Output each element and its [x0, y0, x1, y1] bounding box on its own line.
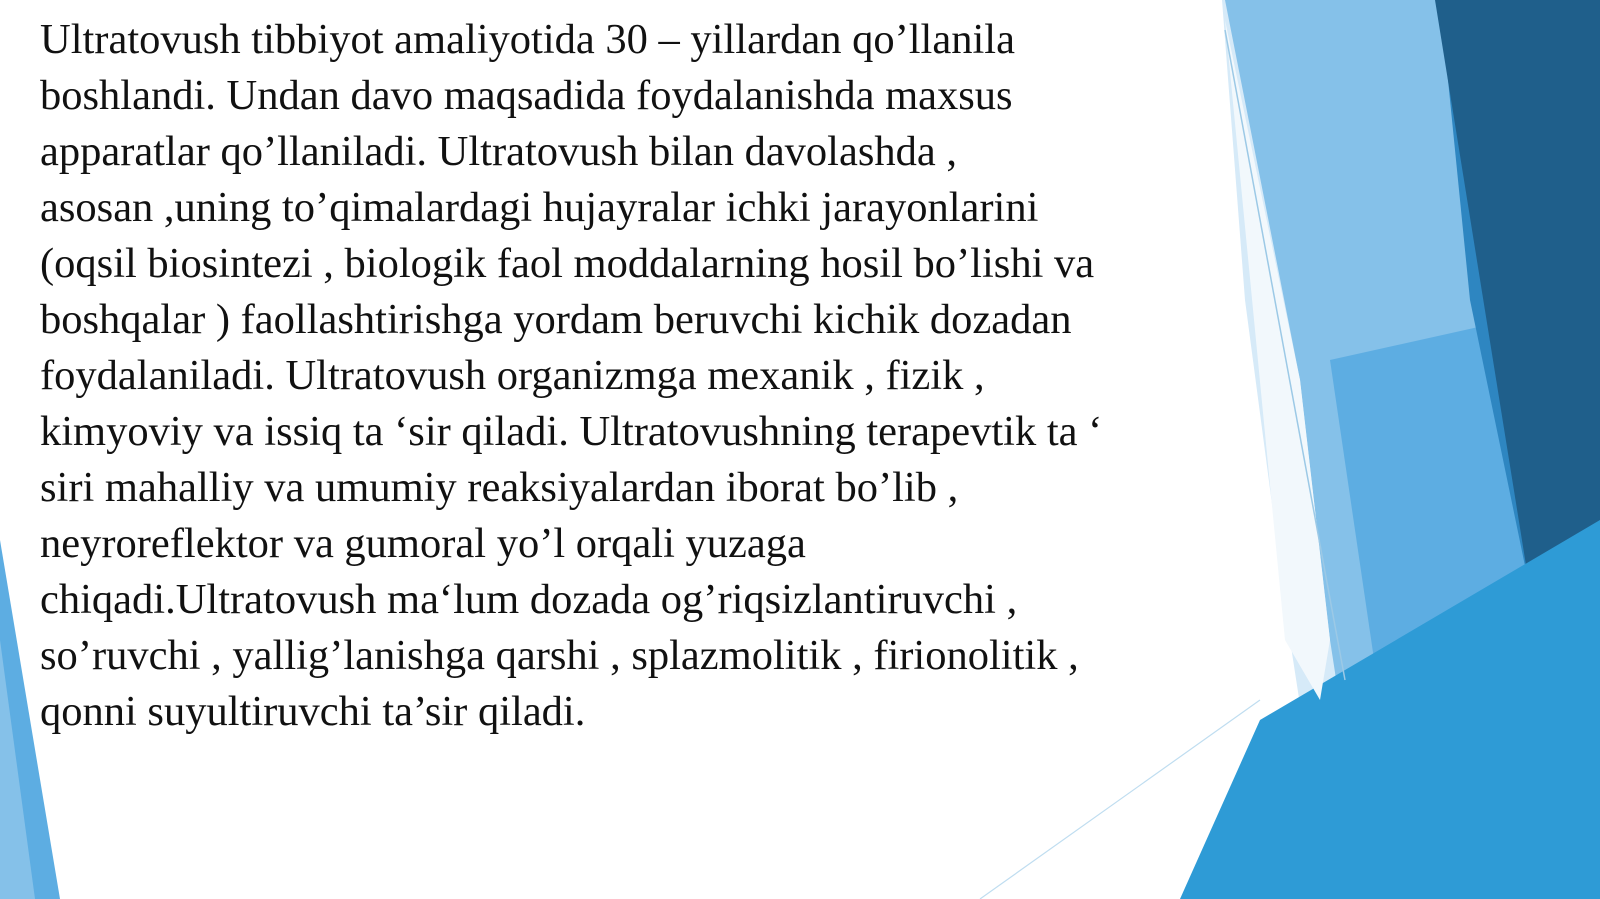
body-line: apparatlar qo’llaniladi. Ultratovush bilan davolashda , — [40, 128, 958, 175]
body-paragraph — [40, 12, 1220, 740]
body-line: chiqadi.Ultratovush ma‘lum dozada og’riqsizlantiruvchi , — [40, 576, 1018, 623]
body-line: boshqalar ) faollashtirishga yordam beruvchi kichik dozadan — [40, 296, 1072, 343]
body-line: foydalaniladi. Ultratovush organizmga mexanik , fizik , — [40, 352, 985, 399]
body-line: so’ruvchi , yallig’lanishga qarshi , splazmolitik , firionolitik , — [40, 632, 1079, 679]
body-line: siri mahalliy va umumiy reaksiyalardan iborat bo’lib , — [40, 464, 959, 511]
body-line: Ultratovush tibbiyot amaliyotida 30 – yillardan qo’llanila — [40, 16, 1015, 63]
body-line: boshlandi. Undan davo maqsadida foydalanishda maxsus — [40, 72, 1013, 119]
body-line: qonni suyultiruvchi ta’sir qiladi. — [40, 688, 586, 735]
body-line: (oqsil biosintezi , biologik faol moddalarning hosil bo’lishi va — [40, 240, 1095, 287]
body-line: neyroreflektor va gumoral yo’l orqali yuzaga — [40, 520, 806, 567]
body-line: asosan ,uning to’qimalardagi hujayralar ichki jarayonlarini — [40, 184, 1039, 231]
body-line: kimyoviy va issiq ta ‘sir qiladi. Ultratovushning terapevtik ta ‘ — [40, 408, 1103, 455]
